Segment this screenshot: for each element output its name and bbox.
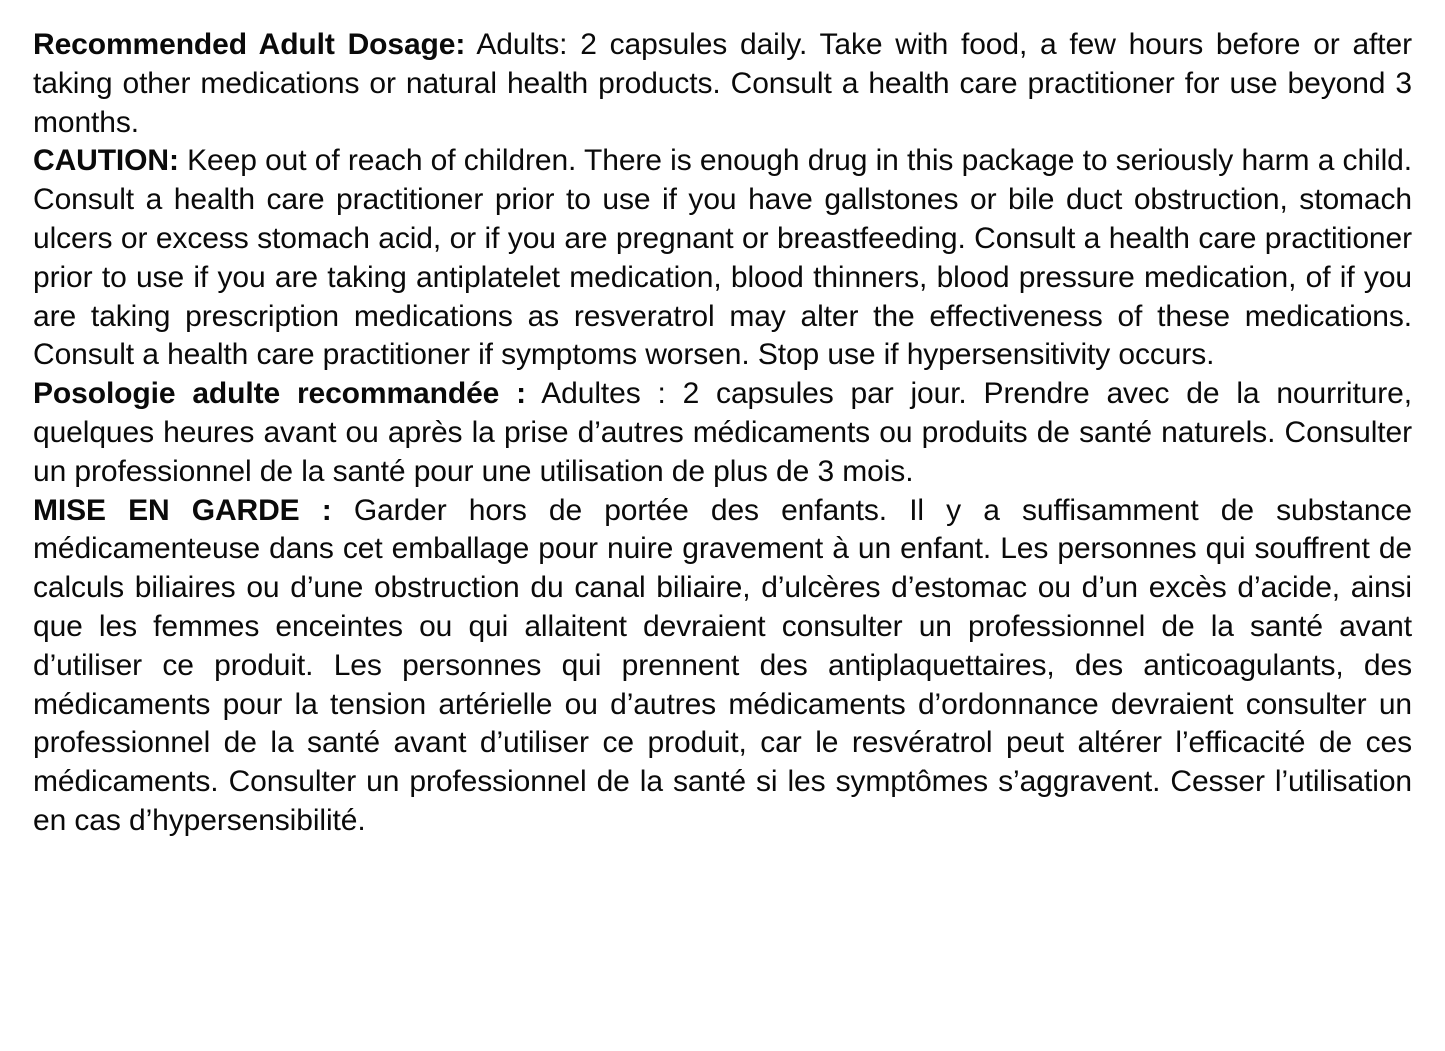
paragraph-posologie-adulte: [33, 375, 1412, 491]
heading-caution: CAUTION:: [33, 144, 179, 178]
paragraph-caution: [33, 142, 1412, 375]
body-text-posologie-adulte: Adultes : 2 capsules par jour. Prendre avec de la nourriture, quelques heures avant ou après la prise d’autres médicaments ou produits de santé naturels. Consulter un professionnel de la santé pour une utilisation de plus de 3 mois.: [33, 377, 1412, 488]
body-text-recommended-adult-dosage: Adults: 2 capsules daily. Take with food, a few hours before or after taking other medications or natural health products. Consult a health care practitioner for use beyond 3 months.: [33, 28, 1412, 139]
heading-recommended-adult-dosage: Recommended Adult Dosage:: [33, 28, 466, 61]
paragraph-mise-en-garde: [33, 492, 1412, 841]
heading-posologie-adulte: Posologie adulte recommandée :: [33, 377, 527, 411]
body-text-caution: Keep out of reach of children. There is enough drug in this package to seriously harm a child. Consult a health care practitioner prior to use if you have gallstones or bile duct obstruction, stomach ulcers or excess stomach acid, or if you are pregnant or breastfeeding. Consult a health care practitioner prior to use if you are taking antiplatelet medication, blood thinners, blood pressure medication, of if you are taking prescription medications as resveratrol may alter the effectiveness of these medications. Consult a health care practitioner if symptoms worsen. Stop use if hypersensitivity occurs.: [33, 144, 1412, 372]
heading-mise-en-garde: MISE EN GARDE :: [33, 493, 332, 527]
body-text-mise-en-garde: Garder hors de portée des enfants. Il y a suffisamment de substance médicamenteuse dans cet emballage pour nuire gravement à un enfant. Les personnes qui souffrent de calculs biliaires ou d’une obstruction du canal biliaire, d’ulcères d’estomac ou d’un excès d’acide, ainsi que les femmes enceintes ou qui allaitent devraient consulter un professionnel de la santé avant d’utiliser ce produit. Les personnes qui prennent des antiplaquettaires, des anticoagulants, des médicaments pour la tension artérielle ou d’autres médicaments d’ordonnance devraient consulter un professionnel de la santé avant d’utiliser ce produit, car le resvératrol peut altérer l’efficacité de ces médicaments. Consulter un professionnel de la santé si les symptômes s’aggravent. Cesser l’utilisation en cas d’hypersensibilité.: [33, 493, 1412, 837]
paragraph-recommended-adult-dosage: [33, 26, 1412, 142]
